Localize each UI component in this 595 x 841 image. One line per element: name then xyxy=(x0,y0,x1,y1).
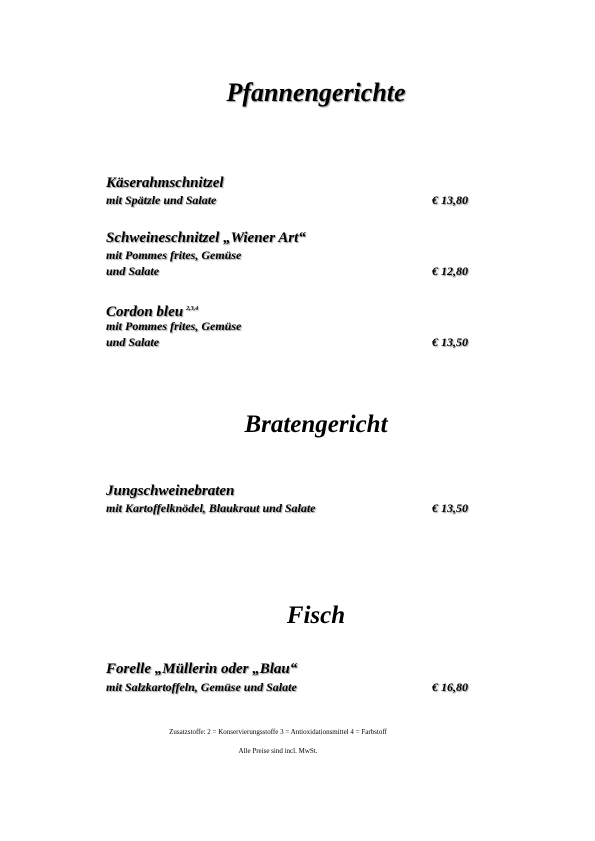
dish-price: € 16,80 xyxy=(432,680,468,694)
additives-footnote: Zusatzstoffe: 2 = Konservierungsstoffe 3 = Antioxidationsmittel 4 = Farbstoff xyxy=(169,728,387,736)
dish-price: € 12,80 xyxy=(432,264,468,278)
section-title-bratengericht: Bratengericht xyxy=(244,411,388,438)
dish-name: Käserahmschnitzel xyxy=(106,175,224,191)
dish-name-text: Cordon bleu xyxy=(106,304,184,320)
dish-description-line2: und Salate xyxy=(106,264,160,278)
vat-footnote: Alle Preise sind incl. MwSt. xyxy=(238,747,318,755)
dish-description: mit Kartoffelknödel, Blaukraut und Salate xyxy=(106,501,316,515)
dish-price: € 13,50 xyxy=(432,335,468,349)
dish-price: € 13,80 xyxy=(432,193,468,207)
dish-name: Jungschweinebraten xyxy=(106,483,235,499)
dish-name: Forelle „Müllerin oder „Blau“ xyxy=(106,661,298,677)
dish-description: mit Salzkartoffeln, Gemüse und Salate xyxy=(106,680,297,694)
dish-description: mit Pommes frites, Gemüse xyxy=(106,248,242,262)
dish-description-line2: und Salate xyxy=(106,335,160,349)
section-title-fisch: Fisch xyxy=(286,602,346,629)
section-title-pfannengerichte: Pfannengerichte xyxy=(226,78,406,107)
dish-name xyxy=(106,300,198,321)
additive-superscript: 2,3,4 xyxy=(186,306,199,312)
dish-description: mit Pommes frites, Gemüse xyxy=(106,319,242,333)
dish-description: mit Spätzle und Salate xyxy=(106,193,217,207)
dish-name: Schweineschnitzel „Wiener Art“ xyxy=(106,230,306,246)
dish-price: € 13,50 xyxy=(432,501,468,515)
